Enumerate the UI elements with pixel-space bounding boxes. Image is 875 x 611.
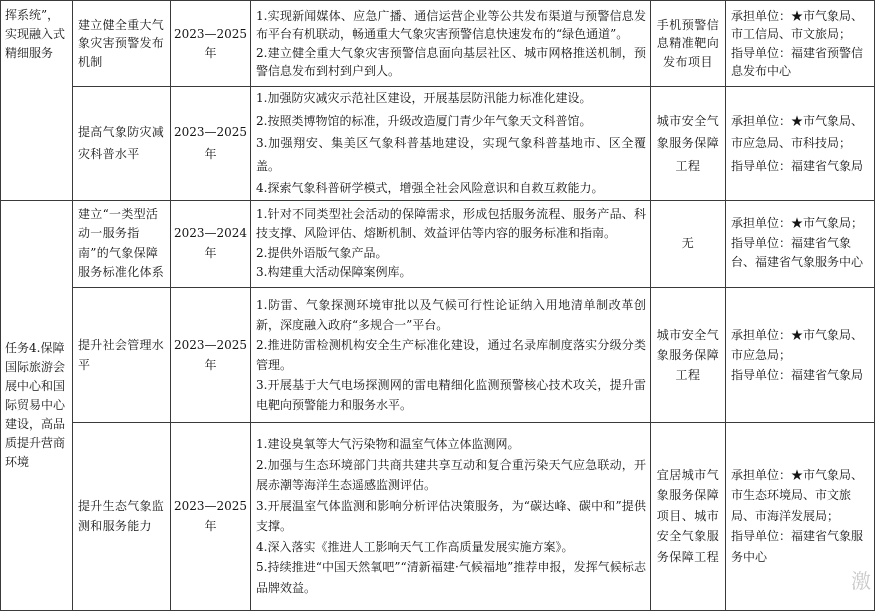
period-range: 2023—2024 <box>173 226 248 240</box>
measure-cell <box>73 200 171 287</box>
measure-cell <box>73 87 171 201</box>
project-cell <box>651 87 726 201</box>
content-cell <box>251 422 651 610</box>
table-row <box>1 200 875 287</box>
units-cell <box>726 287 875 422</box>
content-item: 1.建设臭氧等大气污染物和温室气体立体监测网。 <box>256 437 520 451</box>
project-cell <box>651 287 726 422</box>
measure-name: 建立“一类型活动一服务指南”的气象保障服务标准化体系 <box>78 206 165 279</box>
content-item: 1.实现新闻媒体、应急广播、通信运营企业等公共发布渠道与预警信息发布平台有机联动，畅通重大气象灾害预警信息快速发布的“绿色通道”。 <box>256 8 646 41</box>
measure-name: 提升社会管理水平 <box>78 337 165 372</box>
measure-name: 提高气象防灾减灾科普水平 <box>78 124 165 162</box>
content-item: 5.持续推进“中国天然氧吧”“清新福建·气候福地”推荐申报，发挥气候标志品牌效益。 <box>256 560 646 595</box>
project-name: 城市安全气象服务保障工程 <box>656 113 720 173</box>
measure-name: 建立健全重大气象灾害预警发布机制 <box>78 17 165 69</box>
task-cell <box>1 200 73 610</box>
measure-cell <box>73 287 171 422</box>
project-name: 城市安全气象服务保障工程 <box>656 327 720 382</box>
content-item: 2.按照类博物馆的标准，升级改造厦门青少年气象天文科普馆。 <box>256 113 592 128</box>
project-name: 手机预警信息精准靶向发布项目 <box>656 17 720 69</box>
content-item: 3.加强翔安、集美区气象科普基地建设，实现气象科普基地市、区全覆盖。 <box>256 136 646 173</box>
table-row <box>1 1 875 87</box>
period-range: 2023—2025 <box>173 124 248 139</box>
period-cell <box>171 87 251 201</box>
content-item: 3.开展温室气体监测和影响分析评估决策服务，为“碳达峰、碳中和”提供支撑。 <box>256 498 646 533</box>
content-item: 1.防雷、气象探测环境审批以及气候可行性论证纳入用地清单制改革创新，深度融入政府“多规合一”平台。 <box>256 297 646 332</box>
period-cell <box>171 1 251 87</box>
task-label: 挥系统”，实现融入式精细服务 <box>5 8 66 60</box>
task-label: 任务4.保障国际旅游会展中心和国际贸易中心建设，高品质提升营商环境 <box>5 340 66 469</box>
lead-units: 承担单位：★市气象局； <box>731 216 864 231</box>
period-unit: 年 <box>204 245 217 260</box>
guide-units: 指导单位：福建省气象局 <box>731 367 864 382</box>
period-cell <box>171 422 251 610</box>
project-name: 无 <box>681 235 695 250</box>
period-unit: 年 <box>204 357 217 372</box>
guide-units: 指导单位：福建省气象局 <box>731 158 864 173</box>
units-cell <box>726 1 875 87</box>
table-row <box>1 422 875 610</box>
period-unit: 年 <box>204 45 217 60</box>
guide-units: 指导单位：福建省气象台、福建省气象服务中心 <box>731 235 864 270</box>
project-name: 宜居城市气象服务保障项目、城市安全气象服务保障工程 <box>656 467 720 564</box>
content-item: 2.提供外语版气象产品。 <box>256 245 388 260</box>
units-cell <box>726 87 875 201</box>
period-range: 2023—2025 <box>173 27 248 41</box>
content-cell <box>251 200 651 287</box>
content-item: 1.加强防灾减灾示范社区建设，开展基层防汛能力标准化建设。 <box>256 91 592 105</box>
guide-units: 指导单位：福建省气象服务中心 <box>731 529 864 564</box>
table-row <box>1 287 875 422</box>
project-cell <box>651 200 726 287</box>
content-item: 4.探索气象科普研学模式，增强全社会风险意识和自救互救能力。 <box>256 181 604 195</box>
content-item: 2.加强与生态环境部门共商共建共享互动和复合重污染天气应急联动，开展赤潮等海洋生态遥感监测评估。 <box>256 457 646 492</box>
measure-cell <box>73 422 171 610</box>
content-cell <box>251 1 651 87</box>
content-item: 1.针对不同类型社会活动的保障需求，形成包括服务流程、服务产品、科技支撑、风险评估、熔断机制、效益评估等内容的服务标准和指南。 <box>256 206 646 240</box>
content-item: 4.深入落实《推进人工影响天气工作高质量发展实施方案》。 <box>256 539 574 554</box>
watermark-text: 激 <box>851 569 871 593</box>
content-cell <box>251 287 651 422</box>
content-item: 3.开展基于大气电场探测网的雷电精细化监测预警核心技术攻关，提升雷电靶向预警能力和服务水平。 <box>256 377 646 412</box>
project-cell <box>651 422 726 610</box>
project-cell <box>651 1 726 87</box>
period-unit: 年 <box>204 147 217 162</box>
guide-units: 指导单位：福建省预警信息发布中心 <box>731 45 864 78</box>
content-item: 3.构建重大活动保障案例库。 <box>256 265 412 279</box>
lead-units: 承担单位：★市气象局、市应急局、市科技局； <box>731 113 864 150</box>
measure-cell <box>73 1 171 87</box>
table-row <box>1 87 875 201</box>
task-cell <box>1 1 73 201</box>
content-item: 2.推进防雷检测机构安全生产标准化建设，通过名录库制度落实分级分类管理。 <box>256 337 646 372</box>
measure-name: 提升生态气象监测和服务能力 <box>78 498 165 533</box>
period-cell <box>171 287 251 422</box>
period-unit: 年 <box>204 519 217 533</box>
period-range: 2023—2025 <box>173 498 248 513</box>
lead-units: 承担单位：★市气象局、市工信局、市文旅局； <box>731 8 864 41</box>
period-cell <box>171 200 251 287</box>
content-cell <box>251 87 651 201</box>
period-range: 2023—2025 <box>173 337 248 352</box>
units-cell <box>726 200 875 287</box>
content-item: 2.建立健全重大气象灾害预警信息面向基层社区、城市网格推送机制，预警信息发布到村到户到人。 <box>256 45 646 78</box>
lead-units: 承担单位：★市气象局、市应急局； <box>731 327 864 362</box>
lead-units: 承担单位：★市气象局、市生态环境局、市文旅局、市海洋发展局； <box>731 467 864 523</box>
